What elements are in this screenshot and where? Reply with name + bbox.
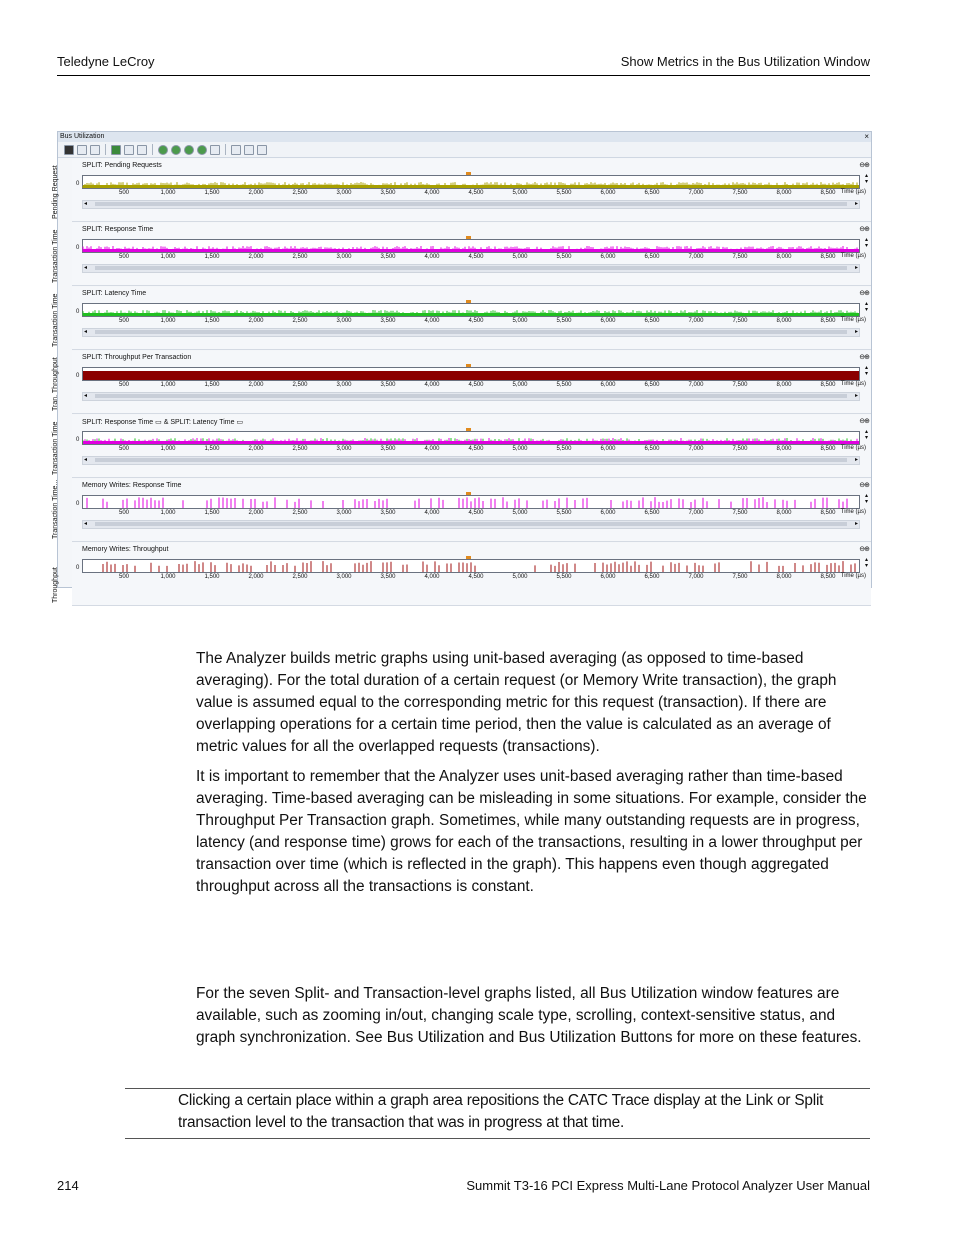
x-tick-label: 7,500 xyxy=(732,318,748,324)
x-tick-label: 6,500 xyxy=(644,510,660,516)
x-tick-label: 4,500 xyxy=(468,190,484,196)
x-tick-label: 5,500 xyxy=(556,318,572,324)
x-tick-label: 3,500 xyxy=(380,446,396,452)
x-tick-label: 7,000 xyxy=(688,574,704,580)
x-axis-ticks xyxy=(82,573,866,582)
graph-plot-area[interactable] xyxy=(82,303,860,317)
y-zero-label: 0 xyxy=(76,373,80,379)
x-tick-label: 8,500 xyxy=(820,446,836,452)
x-tick-label: 2,000 xyxy=(248,190,264,196)
x-axis-ticks xyxy=(82,509,866,518)
y-axis-label-text: Transaction Time xyxy=(52,293,59,347)
x-axis-unit-label: Time (µs) xyxy=(840,189,866,195)
x-tick-label: 3,000 xyxy=(336,446,352,452)
x-tick-label: 2,000 xyxy=(248,382,264,388)
x-tick-label: 2,000 xyxy=(248,254,264,260)
x-axis-unit-label: Time (µs) xyxy=(840,445,866,451)
scroll-left-icon[interactable]: ◂ xyxy=(84,329,88,335)
scroll-right-icon[interactable]: ▸ xyxy=(854,329,858,335)
graph-panel[interactable] xyxy=(52,287,871,349)
x-tick-label: 7,000 xyxy=(688,254,704,260)
x-axis-ticks xyxy=(82,189,866,198)
x-tick-label: 5,500 xyxy=(556,510,572,516)
graph-title: Memory Writes: Response Time xyxy=(82,482,182,489)
series-baseline xyxy=(83,313,859,316)
x-tick-label: 8,000 xyxy=(776,382,792,388)
toolbar-separator xyxy=(152,144,153,155)
x-tick-label: 2,500 xyxy=(292,446,308,452)
footer-title: Summit T3-16 PCI Express Multi-Lane Protocol Analyzer User Manual xyxy=(466,1178,870,1193)
x-tick-label: 3,000 xyxy=(336,574,352,580)
layout-icon[interactable] xyxy=(231,145,241,155)
email-icon[interactable] xyxy=(77,145,87,155)
zoom-controls-icon[interactable]: ⊖⊕ xyxy=(859,546,869,553)
x-axis-unit-label: Time (µs) xyxy=(840,381,866,387)
x-axis-ticks xyxy=(82,317,866,326)
graph-title: Memory Writes: Throughput xyxy=(82,546,169,553)
vertical-scroll-arrows[interactable]: ▴ ▾ xyxy=(864,557,868,569)
x-tick-label: 500 xyxy=(118,318,130,324)
y-axis-label-text: Pending Request xyxy=(52,165,59,219)
graph-body xyxy=(72,543,871,606)
print-icon[interactable] xyxy=(90,145,100,155)
toolbar-separator xyxy=(105,144,106,155)
x-tick-label: 1,500 xyxy=(204,190,220,196)
y-zero-label: 0 xyxy=(76,309,80,315)
y-axis-label xyxy=(52,223,73,285)
x-tick-label: 5,500 xyxy=(556,254,572,260)
horizontal-scrollbar[interactable] xyxy=(82,328,860,337)
x-tick-label: 6,500 xyxy=(644,190,660,196)
graph-plot-area[interactable] xyxy=(82,495,860,509)
x-tick-label: 4,000 xyxy=(424,254,440,260)
scroll-right-icon[interactable]: ▸ xyxy=(854,265,858,271)
scroll-left-icon[interactable]: ◂ xyxy=(84,201,88,207)
graph-body xyxy=(72,287,871,350)
x-tick-label: 4,500 xyxy=(468,254,484,260)
graph-body xyxy=(72,223,871,286)
vertical-scroll-arrows[interactable]: ▴ ▾ xyxy=(864,493,868,505)
x-tick-label: 3,000 xyxy=(336,254,352,260)
y-axis-label-text: Tran. Throughput xyxy=(52,357,59,411)
zoom-controls-icon[interactable]: ⊖⊕ xyxy=(859,354,869,361)
series-fill xyxy=(83,371,859,380)
x-tick-label: 500 xyxy=(118,190,130,196)
note-text: Clicking a certain place within a graph area repositions the CATC Trace display at the Link or Split transaction level to the transaction that was in progress at that time. xyxy=(178,1092,824,1131)
x-axis-ticks xyxy=(82,381,866,390)
x-tick-label: 6,000 xyxy=(600,318,616,324)
x-tick-label: 3,000 xyxy=(336,318,352,324)
graph-plot-area[interactable] xyxy=(82,367,860,381)
x-tick-label: 7,000 xyxy=(688,446,704,452)
y-axis-label xyxy=(52,351,73,413)
page-number: 214 xyxy=(57,1178,79,1193)
x-tick-label: 6,000 xyxy=(600,382,616,388)
zoom-controls-icon[interactable]: ⊖⊕ xyxy=(859,290,869,297)
series-baseline xyxy=(83,185,859,188)
graph-body xyxy=(72,479,871,542)
x-tick-label: 2,500 xyxy=(292,190,308,196)
x-tick-label: 1,000 xyxy=(160,574,176,580)
x-tick-label: 7,000 xyxy=(688,190,704,196)
scroll-right-icon[interactable]: ▸ xyxy=(854,521,858,527)
note-bottom-rule xyxy=(125,1138,870,1139)
y-zero-label: 0 xyxy=(76,245,80,251)
graph-title: SPLIT: Throughput Per Transaction xyxy=(82,354,192,361)
x-axis-unit-label: Time (µs) xyxy=(840,253,866,259)
x-tick-label: 4,000 xyxy=(424,382,440,388)
scroll-thumb[interactable] xyxy=(95,330,847,334)
x-tick-label: 6,000 xyxy=(600,510,616,516)
x-tick-label: 500 xyxy=(118,446,130,452)
y-zero-label: 0 xyxy=(76,565,80,571)
horizontal-scrollbar[interactable] xyxy=(82,392,860,401)
scroll-thumb[interactable] xyxy=(95,522,847,526)
bus-utilization-window xyxy=(52,131,872,603)
graph-panel[interactable] xyxy=(52,223,871,285)
x-tick-label: 5,000 xyxy=(512,190,528,196)
x-tick-label: 8,500 xyxy=(820,574,836,580)
horizontal-scrollbar[interactable] xyxy=(82,264,860,273)
x-axis-ticks xyxy=(82,445,866,454)
header-left: Teledyne LeCroy xyxy=(57,54,155,69)
x-tick-label: 6,500 xyxy=(644,254,660,260)
x-tick-label: 1,500 xyxy=(204,382,220,388)
x-tick-label: 2,000 xyxy=(248,574,264,580)
scroll-right-icon[interactable]: ▸ xyxy=(854,201,858,207)
graph-title: SPLIT: Response Time ▭ & SPLIT: Latency Time ▭ xyxy=(82,419,244,426)
x-tick-label: 4,000 xyxy=(424,190,440,196)
zoom-reset-icon[interactable] xyxy=(197,145,207,155)
x-tick-label: 6,500 xyxy=(644,382,660,388)
graph-plot-area[interactable] xyxy=(82,559,860,573)
header-right: Show Metrics in the Bus Utilization Window xyxy=(620,54,870,69)
y-axis-label xyxy=(52,287,73,349)
x-tick-label: 8,500 xyxy=(820,382,836,388)
x-tick-label: 1,500 xyxy=(204,510,220,516)
x-tick-label: 2,500 xyxy=(292,574,308,580)
scroll-left-icon[interactable]: ◂ xyxy=(84,393,88,399)
graph-panel[interactable] xyxy=(52,543,871,605)
zoom-fit-icon[interactable] xyxy=(184,145,194,155)
x-tick-label: 5,500 xyxy=(556,382,572,388)
x-tick-label: 4,500 xyxy=(468,574,484,580)
vertical-scroll-arrows[interactable]: ▴ ▾ xyxy=(864,301,868,313)
x-tick-label: 8,000 xyxy=(776,574,792,580)
x-tick-label: 7,500 xyxy=(732,446,748,452)
scroll-thumb[interactable] xyxy=(95,266,847,270)
vertical-scroll-arrows[interactable]: ▴ ▾ xyxy=(864,365,868,377)
x-tick-label: 5,000 xyxy=(512,382,528,388)
x-axis-unit-label: Time (µs) xyxy=(840,573,866,579)
x-tick-label: 3,500 xyxy=(380,510,396,516)
x-tick-label: 6,000 xyxy=(600,190,616,196)
x-tick-label: 7,000 xyxy=(688,510,704,516)
x-tick-label: 1,000 xyxy=(160,254,176,260)
x-tick-label: 1,500 xyxy=(204,446,220,452)
x-tick-label: 8,500 xyxy=(820,190,836,196)
graph-title: SPLIT: Pending Requests xyxy=(82,162,162,169)
x-tick-label: 6,500 xyxy=(644,446,660,452)
x-tick-label: 2,000 xyxy=(248,510,264,516)
x-tick-label: 1,500 xyxy=(204,254,220,260)
x-tick-label: 500 xyxy=(118,574,130,580)
y-zero-label: 0 xyxy=(76,501,80,507)
paragraph-features: For the seven Split- and Transaction-level graphs listed, all Bus Utilization window features are available, such as zooming in/out, changing scale type, scrolling, context-sensitive status, and graph synchronization. See Bus Utilization and Bus Utilization Buttons for more on these features. xyxy=(196,985,862,1046)
x-axis-ticks xyxy=(82,253,866,262)
x-tick-label: 7,500 xyxy=(732,254,748,260)
toolbar xyxy=(58,142,871,158)
x-tick-label: 8,000 xyxy=(776,318,792,324)
vertical-scroll-arrows[interactable]: ▴ ▾ xyxy=(864,237,868,249)
zoom-in-icon[interactable] xyxy=(158,145,168,155)
graph-plot-area[interactable] xyxy=(82,431,860,445)
x-tick-label: 4,500 xyxy=(468,446,484,452)
x-tick-label: 500 xyxy=(118,254,130,260)
x-tick-label: 8,500 xyxy=(820,510,836,516)
scroll-left-icon[interactable]: ◂ xyxy=(84,457,88,463)
close-icon[interactable]: × xyxy=(864,132,869,141)
graph-panel[interactable] xyxy=(52,479,871,541)
x-tick-label: 4,000 xyxy=(424,446,440,452)
x-tick-label: 4,500 xyxy=(468,510,484,516)
x-tick-label: 8,500 xyxy=(820,318,836,324)
graph-title: SPLIT: Response Time xyxy=(82,226,154,233)
x-tick-label: 4,500 xyxy=(468,382,484,388)
x-tick-label: 6,500 xyxy=(644,574,660,580)
graph-areas-icon[interactable] xyxy=(111,145,121,155)
graph-title: SPLIT: Latency Time xyxy=(82,290,147,297)
graph-panel[interactable] xyxy=(52,351,871,413)
x-tick-label: 8,500 xyxy=(820,254,836,260)
y-axis-label-text: Transaction Time xyxy=(52,229,59,283)
x-tick-label: 2,500 xyxy=(292,382,308,388)
scroll-left-icon[interactable]: ◂ xyxy=(84,265,88,271)
series-baseline xyxy=(83,441,859,444)
x-axis-unit-label: Time (µs) xyxy=(840,509,866,515)
y-axis-label-text: Transaction Time... xyxy=(52,479,59,539)
x-tick-label: 7,500 xyxy=(732,382,748,388)
y-axis-label xyxy=(52,543,73,605)
sync-icon[interactable] xyxy=(124,145,134,155)
graph-panel[interactable] xyxy=(52,159,871,221)
scroll-right-icon[interactable]: ▸ xyxy=(854,393,858,399)
x-tick-label: 1,000 xyxy=(160,446,176,452)
horizontal-scrollbar[interactable] xyxy=(82,520,860,529)
x-tick-label: 8,000 xyxy=(776,446,792,452)
x-tick-label: 5,500 xyxy=(556,446,572,452)
x-tick-label: 2,000 xyxy=(248,318,264,324)
zoom-controls-icon[interactable]: ⊖⊕ xyxy=(859,226,869,233)
x-tick-label: 4,000 xyxy=(424,318,440,324)
x-tick-label: 7,000 xyxy=(688,318,704,324)
scroll-thumb[interactable] xyxy=(95,394,847,398)
x-tick-label: 6,000 xyxy=(600,574,616,580)
chart-icon[interactable] xyxy=(257,145,267,155)
scroll-right-icon[interactable]: ▸ xyxy=(854,457,858,463)
toolbar-separator xyxy=(225,144,226,155)
x-tick-label: 8,000 xyxy=(776,254,792,260)
y-axis-label xyxy=(52,479,73,541)
x-tick-label: 5,500 xyxy=(556,574,572,580)
settings-icon[interactable] xyxy=(137,145,147,155)
y-axis-label-text: Throughput xyxy=(52,567,59,603)
x-tick-label: 4,500 xyxy=(468,318,484,324)
x-tick-label: 6,500 xyxy=(644,318,660,324)
y-axis-label xyxy=(52,415,73,477)
x-tick-label: 6,000 xyxy=(600,254,616,260)
crosshair-icon[interactable] xyxy=(210,145,220,155)
x-tick-label: 5,000 xyxy=(512,510,528,516)
x-tick-label: 3,000 xyxy=(336,190,352,196)
x-tick-label: 4,000 xyxy=(424,574,440,580)
vertical-scroll-arrows[interactable]: ▴ ▾ xyxy=(864,429,868,441)
x-tick-label: 7,500 xyxy=(732,574,748,580)
x-tick-label: 3,500 xyxy=(380,574,396,580)
x-tick-label: 2,000 xyxy=(248,446,264,452)
zoom-controls-icon[interactable]: ⊖⊕ xyxy=(859,418,869,425)
x-tick-label: 7,000 xyxy=(688,382,704,388)
scroll-left-icon[interactable]: ◂ xyxy=(84,521,88,527)
y-axis-label-text: Transaction Time xyxy=(52,421,59,475)
zoom-out-icon[interactable] xyxy=(171,145,181,155)
x-tick-label: 5,000 xyxy=(512,446,528,452)
x-tick-label: 5,000 xyxy=(512,318,528,324)
x-tick-label: 3,000 xyxy=(336,510,352,516)
x-tick-label: 7,500 xyxy=(732,190,748,196)
graph-body xyxy=(72,415,871,478)
vertical-scroll-arrows[interactable]: ▴ ▾ xyxy=(864,173,868,185)
zoom-controls-icon[interactable]: ⊖⊕ xyxy=(859,482,869,489)
graph-panel[interactable] xyxy=(52,415,871,477)
x-tick-label: 1,000 xyxy=(160,382,176,388)
expand-icon[interactable] xyxy=(244,145,254,155)
x-tick-label: 1,000 xyxy=(160,510,176,516)
x-tick-label: 1,500 xyxy=(204,574,220,580)
x-tick-label: 1,000 xyxy=(160,318,176,324)
horizontal-scrollbar[interactable] xyxy=(82,456,860,465)
x-tick-label: 3,500 xyxy=(380,318,396,324)
x-tick-label: 5,000 xyxy=(512,574,528,580)
x-tick-label: 2,500 xyxy=(292,318,308,324)
horizontal-scrollbar[interactable] xyxy=(82,200,860,209)
x-tick-label: 1,500 xyxy=(204,318,220,324)
graph-plot-area[interactable] xyxy=(82,239,860,253)
x-tick-label: 5,500 xyxy=(556,190,572,196)
note-top-rule xyxy=(125,1088,870,1089)
x-tick-label: 1,000 xyxy=(160,190,176,196)
window-title-bar xyxy=(58,132,871,142)
window-title: Bus Utilization xyxy=(60,133,105,140)
header-rule xyxy=(57,75,870,76)
x-tick-label: 6,000 xyxy=(600,446,616,452)
x-tick-label: 3,500 xyxy=(380,254,396,260)
y-zero-label: 0 xyxy=(76,181,80,187)
x-tick-label: 5,000 xyxy=(512,254,528,260)
series-baseline xyxy=(83,249,859,252)
y-axis-label xyxy=(52,159,73,221)
graph-plot-area[interactable] xyxy=(82,175,860,189)
scroll-thumb[interactable] xyxy=(95,458,847,462)
x-tick-label: 8,000 xyxy=(776,510,792,516)
x-tick-label: 2,500 xyxy=(292,510,308,516)
x-tick-label: 8,000 xyxy=(776,190,792,196)
graph-body xyxy=(72,351,871,414)
graph-body xyxy=(72,159,871,222)
zoom-controls-icon[interactable]: ⊖⊕ xyxy=(859,162,869,169)
paragraph-averaging: The Analyzer builds metric graphs using unit-based averaging (as opposed to time-based averaging). For the total duration of a certain request (or Memory Write transaction), the graph value is assumed equal to the corresponding metric for this request (transaction). If there are overlapping operations for a certain time period, then the value is calculated as an average of metric values for all the overlapped requests (transactions). xyxy=(196,650,837,755)
x-tick-label: 7,500 xyxy=(732,510,748,516)
x-tick-label: 4,000 xyxy=(424,510,440,516)
scroll-thumb[interactable] xyxy=(95,202,847,206)
x-tick-label: 500 xyxy=(118,510,130,516)
x-axis-unit-label: Time (µs) xyxy=(840,317,866,323)
y-zero-label: 0 xyxy=(76,437,80,443)
paragraph-unit-based: It is important to remember that the Analyzer uses unit-based averaging rather than time-based averaging. Time-based averaging can be misleading in some situations. For example, consider the Throughput Per Transaction graph. Sometimes, while many outstanding requests are in progress, latency (and response time) grows for each of the transactions, resulting in a lower throughput per transaction over time (which is reflected in the graph). This happens even though aggregated throughput across all the transactions is constant. xyxy=(196,768,867,895)
x-tick-label: 3,500 xyxy=(380,190,396,196)
x-tick-label: 2,500 xyxy=(292,254,308,260)
x-tick-label: 3,500 xyxy=(380,382,396,388)
x-tick-label: 3,000 xyxy=(336,382,352,388)
x-tick-label: 500 xyxy=(118,382,130,388)
save-icon[interactable] xyxy=(64,145,74,155)
